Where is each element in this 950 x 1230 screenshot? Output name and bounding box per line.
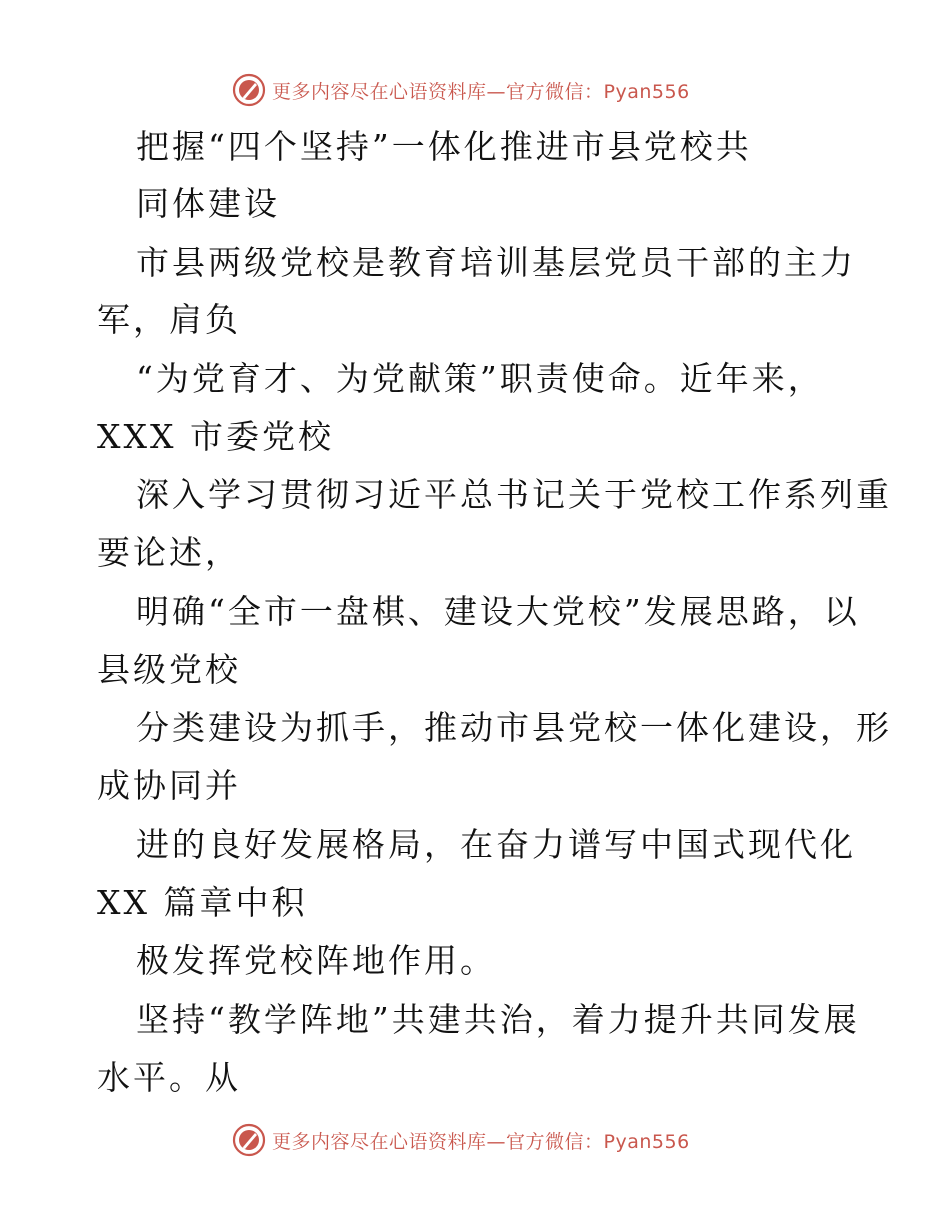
doc-line: 极发挥党校阵地作用。 bbox=[136, 941, 496, 980]
doc-line: XXX 市委党校 bbox=[97, 417, 334, 456]
doc-line: 深入学习贯彻习近平总书记关于党校工作系列重 bbox=[136, 475, 892, 514]
doc-line: 把握“四个坚持”一体化推进市县党校共 bbox=[136, 127, 752, 166]
doc-line: 进的良好发展格局，在奋力谱写中国式现代化 bbox=[136, 825, 856, 864]
pen-logo-icon bbox=[232, 73, 266, 107]
header-watermark-text: 更多内容尽在心语资料库—官方微信：Pyan556 bbox=[272, 80, 690, 103]
header-watermark-banner bbox=[232, 72, 752, 108]
doc-line: 县级党校 bbox=[97, 650, 241, 689]
doc-line: 市县两级党校是教育培训基层党员干部的主力 bbox=[136, 243, 856, 282]
doc-line: 分类建设为抓手，推动市县党校一体化建设，形 bbox=[136, 708, 892, 747]
doc-line: “为党育才、为党献策”职责使命。近年来， bbox=[136, 359, 824, 398]
doc-line: 同体建设 bbox=[136, 184, 280, 223]
doc-line: 水平。从 bbox=[97, 1058, 241, 1097]
pen-logo-icon bbox=[232, 1123, 266, 1157]
footer-watermark-text: 更多内容尽在心语资料库—官方微信：Pyan556 bbox=[272, 1130, 690, 1153]
doc-line: 明确“全市一盘棋、建设大党校”发展思路，以 bbox=[136, 592, 860, 631]
doc-line: XX 篇章中积 bbox=[97, 883, 308, 922]
doc-line: 坚持“教学阵地”共建共治，着力提升共同发展 bbox=[136, 1000, 860, 1039]
doc-line: 要论述， bbox=[97, 533, 241, 572]
footer-watermark-banner bbox=[232, 1122, 752, 1158]
doc-line: 军，肩负 bbox=[97, 300, 241, 339]
doc-line: 成协同并 bbox=[97, 766, 241, 805]
